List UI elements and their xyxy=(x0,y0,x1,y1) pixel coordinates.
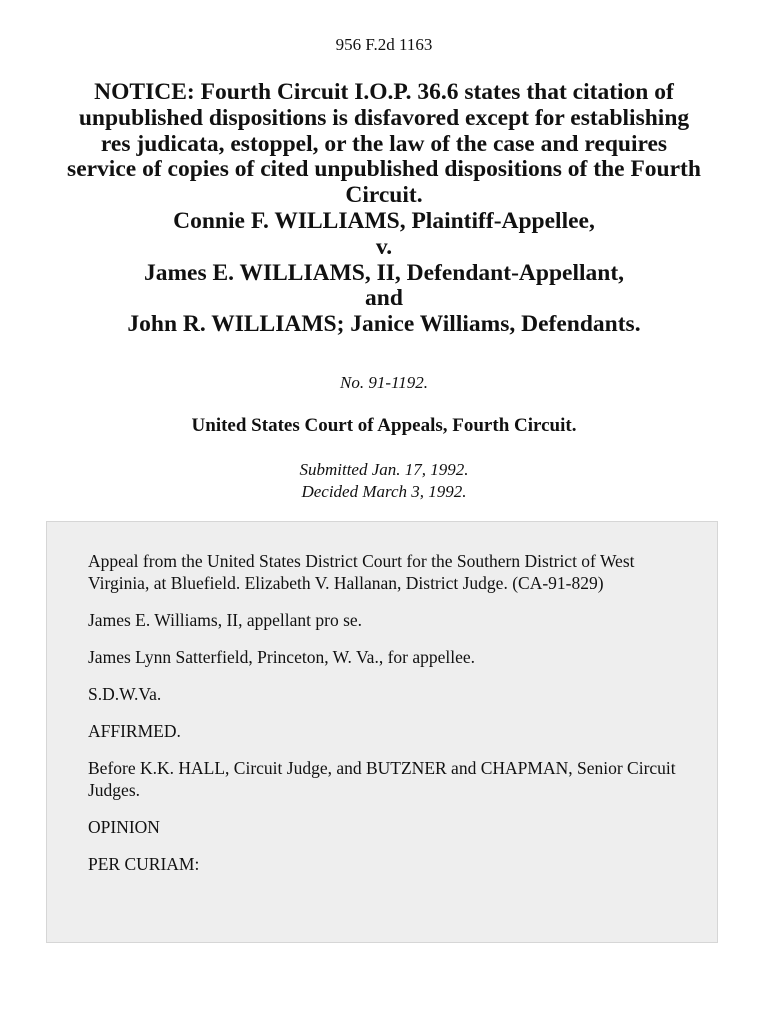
case-dates xyxy=(0,459,768,503)
and-separator: and xyxy=(365,285,403,312)
case-details-content xyxy=(88,550,688,890)
defendant-party: James E. WILLIAMS, II, Defendant-Appellant, xyxy=(143,259,625,286)
appellant-counsel: James E. Williams, II, appellant pro se. xyxy=(88,610,363,630)
opinion-label: OPINION xyxy=(88,817,160,837)
plaintiff-party: Connie F. WILLIAMS, Plaintiff-Appellee, xyxy=(173,207,595,234)
court-name: United States Court of Appeals, Fourth Circuit. xyxy=(191,415,577,436)
notice-line: service of copies of cited unpublished dispositions of the Fourth xyxy=(67,156,701,183)
per-curiam-label: PER CURIAM: xyxy=(88,854,200,874)
notice-line: NOTICE: Fourth Circuit I.O.P. 36.6 states that citation of xyxy=(94,79,674,105)
other-defendants: John R. WILLIAMS; Janice Williams, Defendants. xyxy=(127,311,641,338)
appeal-from: Appeal from the United States District Court for the Southern District of West Virginia, at Bluefield. Elizabeth V. Hallanan, District Judge. (CA-91-829) xyxy=(88,551,635,593)
decided-date: Decided March 3, 1992. xyxy=(301,482,467,501)
notice-line: res judicata, estoppel, or the law of the case and requires xyxy=(100,130,668,157)
notice-line: Circuit. xyxy=(345,182,423,209)
disposition: AFFIRMED. xyxy=(88,721,181,741)
district-abbreviation: S.D.W.Va. xyxy=(88,684,162,704)
case-caption xyxy=(40,80,728,338)
submitted-date: Submitted Jan. 17, 1992. xyxy=(299,460,469,479)
notice-line: unpublished dispositions is disfavored except for establishing xyxy=(78,104,690,131)
appellee-counsel: James Lynn Satterfield, Princeton, W. Va., for appellee. xyxy=(88,647,476,667)
reporter-citation: 956 F.2d 1163 xyxy=(335,35,433,54)
versus-separator: v. xyxy=(375,233,393,260)
judges-panel: Before K.K. HALL, Circuit Judge, and BUTZNER and CHAPMAN, Senior Circuit Judges. xyxy=(88,758,676,800)
case-details-panel xyxy=(46,521,718,943)
docket-number: No. 91-1192. xyxy=(340,373,428,392)
